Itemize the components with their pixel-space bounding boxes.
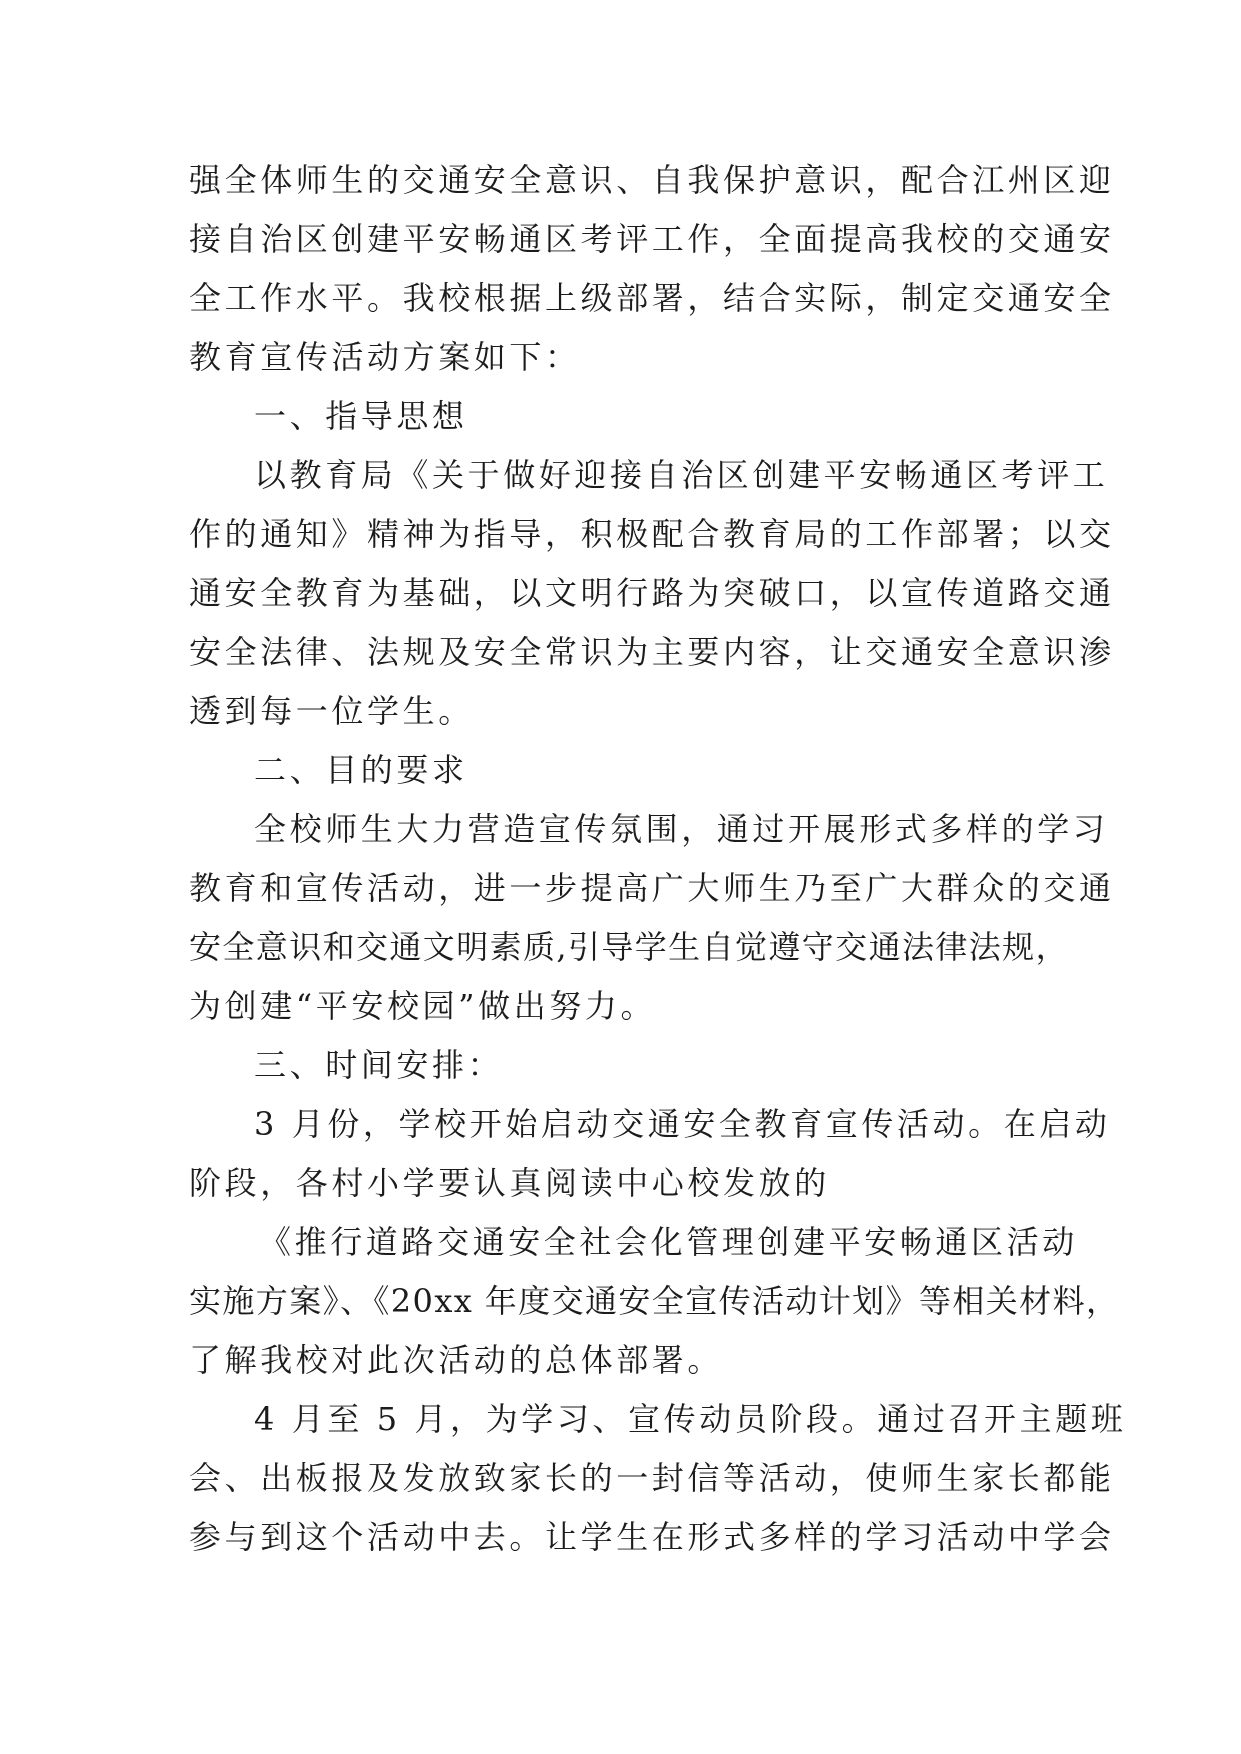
text-line: 安全意识和交通文明素质,引导学生自觉遵守交通法律法规， (189, 928, 1069, 966)
text-line: 全工作水平。我校根据上级部署，结合实际，制定交通安全 (189, 279, 1115, 317)
text-line: 参与到这个活动中去。让学生在形式多样的学习活动中学会 (189, 1518, 1115, 1556)
text-line: 安全法律、法规及安全常识为主要内容，让交通安全意识渗 (189, 633, 1115, 671)
text-line: 会、出板报及发放致家长的一封信等活动，使师生家长都能 (189, 1459, 1115, 1497)
text-line: 3 月份，学校开始启动交通安全教育宣传活动。在启动 (254, 1105, 1111, 1143)
text-line: 《推行道路交通安全社会化管理创建平安畅通区活动 (259, 1223, 1078, 1261)
text-line: 以教育局《关于做好迎接自治区创建平安畅通区考评工 (254, 456, 1109, 494)
text-line: 为创建“平安校园”做出努力。 (189, 987, 657, 1025)
text-line: 教育和宣传活动，进一步提高广大师生乃至广大群众的交通 (189, 869, 1115, 907)
section-heading: 一、指导思想 (254, 397, 468, 435)
section-heading: 三、时间安排： (254, 1046, 504, 1084)
text-line: 阶段，各村小学要认真阅读中心校发放的 (189, 1164, 830, 1202)
text-line: 了解我校对此次活动的总体部署。 (189, 1341, 724, 1379)
text-line: 4 月至 5 月，为学习、宣传动员阶段。通过召开主题班 (254, 1400, 1127, 1438)
text-line: 强全体师生的交通安全意识、自我保护意识，配合江州区迎 (189, 161, 1115, 199)
text-line: 实施方案》、《20xx 年度交通安全宣传活动计划》等相关材料， (189, 1282, 1120, 1320)
text-line: 教育宣传活动方案如下： (189, 338, 581, 376)
section-heading: 二、目的要求 (254, 751, 468, 789)
text-line: 作的通知》精神为指导，积极配合教育局的工作部署；以交 (189, 515, 1115, 553)
text-line: 全校师生大力营造宣传氛围，通过开展形式多样的学习 (254, 810, 1109, 848)
text-line: 透到每一位学生。 (189, 692, 474, 730)
text-line: 通安全教育为基础，以文明行路为突破口，以宣传道路交通 (189, 574, 1115, 612)
text-line: 接自治区创建平安畅通区考评工作，全面提高我校的交通安 (189, 220, 1115, 258)
